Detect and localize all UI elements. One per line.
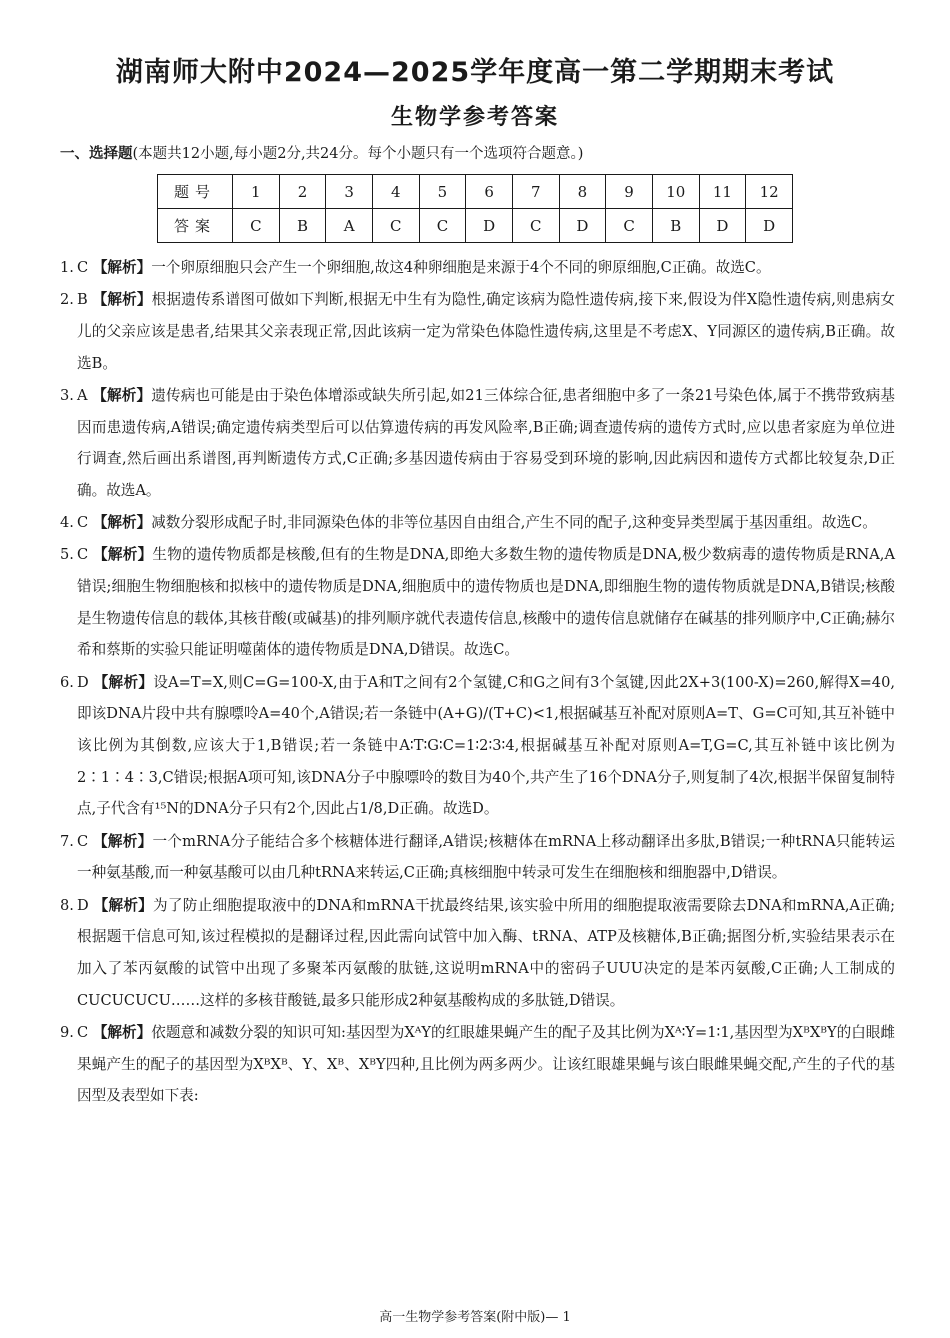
item-answer: D — [77, 673, 89, 691]
analysis-tag: 【解析】 — [93, 832, 153, 850]
explanation-item — [60, 507, 895, 539]
answer-table-number-row — [158, 175, 793, 209]
number-cell: 8 — [559, 175, 606, 209]
analysis-tag: 【解析】 — [92, 1023, 152, 1041]
answer-cell: C — [372, 209, 419, 243]
item-answer: C — [77, 514, 89, 532]
answer-cell: D — [466, 209, 513, 243]
page-title: 湖南师大附中2024—2025学年度高一第二学期期末考试 — [115, 57, 835, 88]
answer-cell: C — [233, 209, 280, 243]
item-number: 2. — [60, 291, 74, 309]
analysis-tag: 【解析】 — [92, 291, 152, 309]
item-number: 7. — [60, 832, 74, 850]
item-text: 依题意和减数分裂的知识可知:基因型为XᴬY的红眼雄果蝇产生的配子及其比例为Xᴬ∶Y=1∶1,基因型为XᴮXᴮY的白眼雌果蝇产生的配子的基因型为XᴮXᴮ、Y、Xᴮ、XᴮY四种,且比例为两多两少。让该红眼雄果蝇与该白眼雌果蝇交配,产生的子代的基因型及表型如下表: — [77, 1023, 895, 1105]
answer-cell: D — [559, 209, 606, 243]
number-cell: 4 — [372, 175, 419, 209]
item-answer: D — [77, 896, 89, 914]
item-text: 为了防止细胞提取液中的DNA和mRNA干扰最终结果,该实验中所用的细胞提取液需要除去DNA和mRNA,A正确;根据题干信息可知,该过程模拟的是翻译过程,因此需向试管中加入酶、tRNA、ATP及核糖体,B正确;据图分析,实验结果表示在加入了苯丙氨酸的试管中出现了多聚苯丙氨酸的肽链,这说明mRNA中的密码子UUU决定的是苯丙氨酸,C正确;人工制成的CUCUCUCU……这样的多核苷酸链,最多只能形成2种氨基酸构成的多肽链,D错误。 — [77, 896, 895, 1009]
answer-cell: A — [326, 209, 373, 243]
analysis-tag: 【解析】 — [92, 259, 152, 276]
number-cell: 7 — [512, 175, 559, 209]
item-number: 3. — [60, 386, 74, 404]
item-answer: C — [77, 832, 89, 850]
item-answer: C — [77, 1023, 89, 1041]
analysis-tag: 【解析】 — [93, 546, 153, 564]
explanation-item — [60, 284, 895, 379]
number-cell: 11 — [699, 175, 746, 209]
number-header: 题号 — [158, 175, 233, 209]
item-answer: C — [77, 259, 89, 276]
analysis-tag: 【解析】 — [92, 514, 152, 532]
explanation-list — [60, 252, 895, 1112]
number-cell: 1 — [233, 175, 280, 209]
item-text: 一个卵原细胞只会产生一个卵细胞,故这4种卵细胞是来源于4个不同的卵原细胞,C正确。故选C。 — [151, 259, 771, 276]
analysis-tag: 【解析】 — [92, 386, 152, 404]
number-cell: 12 — [746, 175, 793, 209]
item-number: 8. — [60, 896, 74, 914]
item-answer: B — [77, 291, 88, 309]
section-heading — [60, 142, 900, 163]
number-cell: 5 — [419, 175, 466, 209]
number-cell: 3 — [326, 175, 373, 209]
item-text: 遗传病也可能是由于染色体增添或缺失所引起,如21三体综合征,患者细胞中多了一条21号染色体,属于不携带致病基因而患遗传病,A错误;确定遗传病类型后可以估算遗传病的再发风险率,B正确;调查遗传病的遗传方式时,应以患者家庭为单位进行调查,然后画出系谱图,再判断遗传方式,C正确;多基因遗传病由于容易受到环境的影响,因此病因和遗传方式都比较复杂,D正确。故选A。 — [77, 386, 896, 499]
answer-cell: B — [652, 209, 699, 243]
number-cell: 10 — [652, 175, 699, 209]
page-subtitle: 生物学参考答案 — [390, 105, 559, 130]
item-number: 9. — [60, 1023, 74, 1041]
analysis-tag: 【解析】 — [93, 896, 154, 914]
item-answer: C — [77, 546, 89, 564]
explanation-item — [60, 380, 895, 507]
item-number: 4. — [60, 514, 74, 532]
explanation-item — [60, 890, 895, 1017]
item-answer: A — [77, 386, 88, 404]
item-number: 1. — [60, 259, 74, 276]
answer-cell: D — [699, 209, 746, 243]
item-text: 设A=T=X,则C=G=100-X,由于A和T之间有2个氢键,C和G之间有3个氢键,因此2X+3(100-X)=260,解得X=40,即该DNA片段中共有腺嘌呤A=40个,A错误;若一条链中(A+G)/(T+C)<1,根据碱基互补配对原则A=T、G=C可知,其互补链中该比例为其倒数,应该大于1,B错误;若一条链中A∶T∶G∶C=1∶2∶3∶4,根据碱基互补配对原则A=T,G=C,其互补链中该比例为2∶1∶4∶3,C错误;根据A项可知,该DNA分子中腺嘌呤的数目为40个,共产生了16个DNA分子,则复制了4次,根据半保留复制特点,子代含有¹⁵N的DNA分子只有2个,因此占1/8,D正确。故选D。 — [77, 673, 896, 818]
answer-cell: C — [606, 209, 653, 243]
number-cell: 6 — [466, 175, 513, 209]
item-text: 根据遗传系谱图可做如下判断,根据无中生有为隐性,确定该病为隐性遗传病,接下来,假设为伴X隐性遗传病,则患病女儿的父亲应该是患者,结果其父亲表现正常,因此该病一定为常染色体隐性遗传病,这里是不考虑X、Y同源区的遗传病,B正确。故选B。 — [77, 291, 895, 372]
answer-table-answer-row — [158, 209, 793, 243]
answer-cell: B — [279, 209, 326, 243]
explanation-item — [60, 539, 895, 666]
answer-table — [157, 174, 793, 243]
explanation-item — [60, 1017, 895, 1112]
analysis-tag: 【解析】 — [93, 673, 154, 691]
answer-header: 答案 — [158, 209, 233, 243]
answer-cell: C — [419, 209, 466, 243]
explanation-item — [60, 667, 895, 826]
section-note: (本题共12小题,每小题2分,共24分。每个小题只有一个选项符合题意。) — [132, 146, 584, 162]
item-text: 一个mRNA分子能结合多个核糖体进行翻译,A错误;核糖体在mRNA上移动翻译出多肽,B错误;一种tRNA只能转运一种氨基酸,而一种氨基酸可以由几种tRNA来转运,C正确;真核细胞中转录可发生在细胞核和细胞器中,D错误。 — [77, 832, 895, 882]
item-number: 5. — [60, 546, 74, 564]
number-cell: 2 — [279, 175, 326, 209]
item-text: 生物的遗传物质都是核酸,但有的生物是DNA,即绝大多数生物的遗传物质是DNA,极少数病毒的遗传物质是RNA,A错误;细胞生物细胞核和拟核中的遗传物质是DNA,细胞质中的遗传物质也是DNA,即细胞生物的遗传物质就是DNA,B错误;核酸是生物遗传信息的载体,其核苷酸(或碱基)的排列顺序就代表遗传信息,核酸中的遗传信息就储存在碱基的排列顺序中,C正确;赫尔希和蔡斯的实验只能证明噬菌体的遗传物质是DNA,D错误。故选C。 — [77, 546, 895, 659]
explanation-item — [60, 826, 895, 889]
answer-cell: C — [512, 209, 559, 243]
item-number: 6. — [60, 673, 74, 691]
page-footer: 高一生物学参考答案(附中版)— 1 — [379, 1310, 571, 1325]
item-text: 减数分裂形成配子时,非同源染色体的非等位基因自由组合,产生不同的配子,这种变异类型属于基因重组。故选C。 — [151, 514, 877, 532]
answer-cell: D — [746, 209, 793, 243]
number-cell: 9 — [606, 175, 653, 209]
explanation-item — [60, 252, 895, 284]
section-label: 一、选择题 — [60, 146, 133, 162]
